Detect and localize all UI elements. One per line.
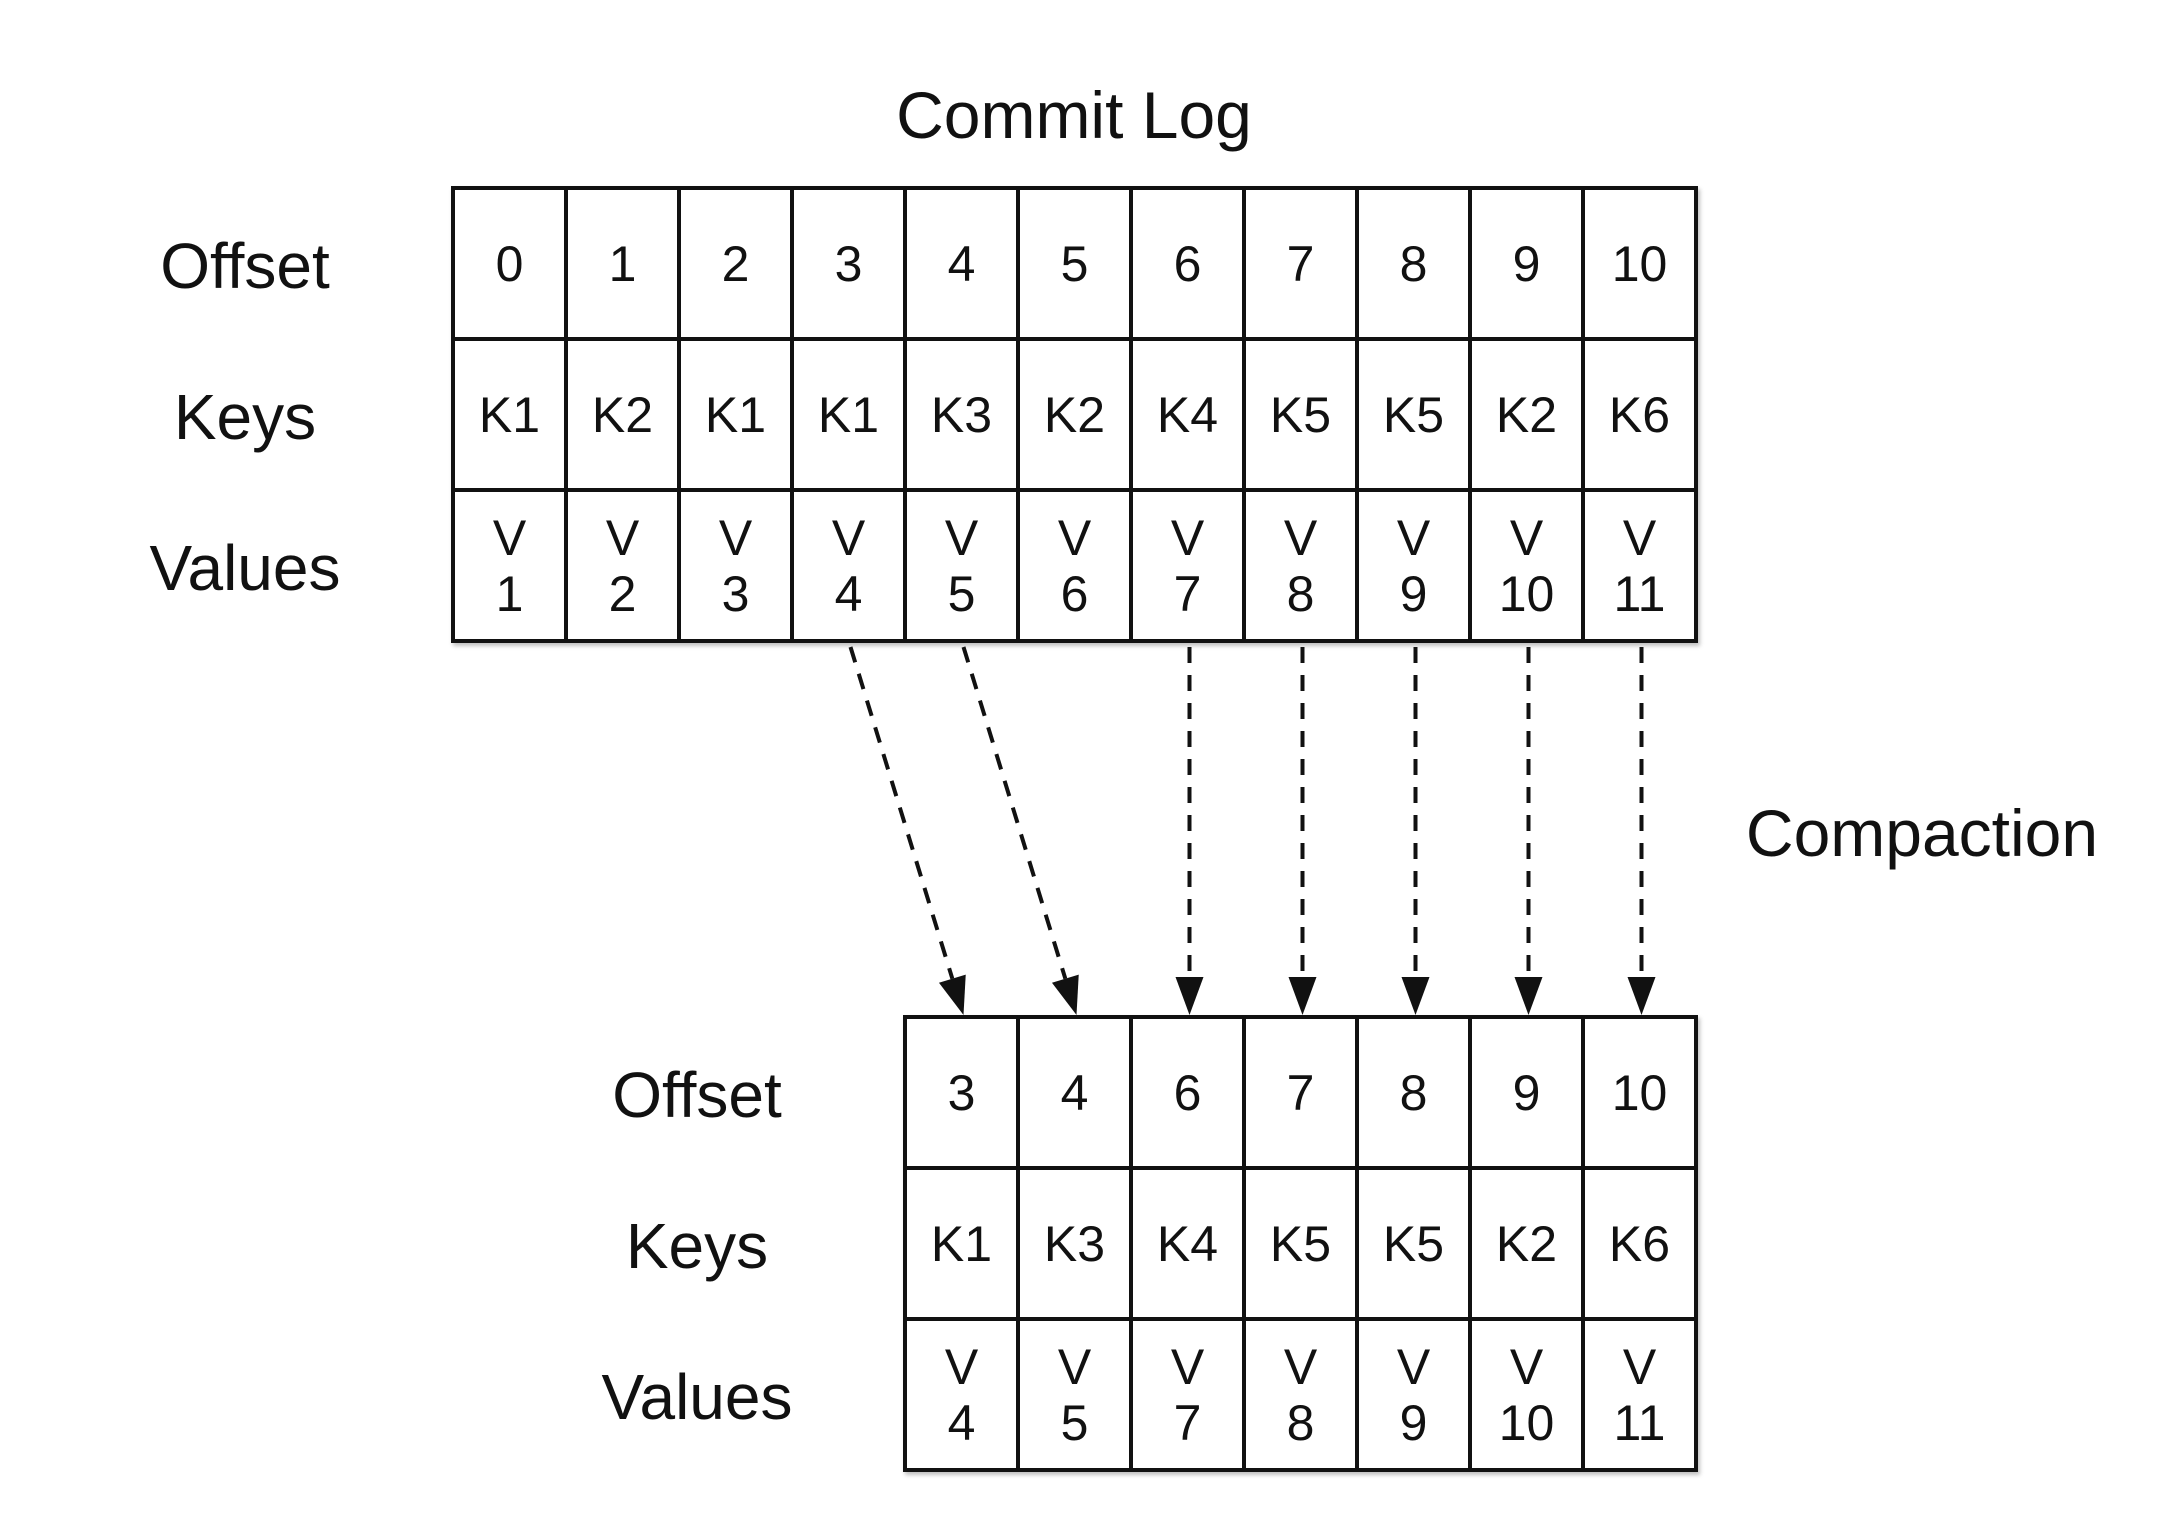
compacted-log-offset-text: 8 xyxy=(1399,1064,1428,1121)
commit-log-title: Commit Log xyxy=(896,78,1252,152)
compaction-arrow-head xyxy=(1515,977,1543,1015)
commit-log-value-text: V1 xyxy=(492,509,527,622)
compacted-log-offset-text: 9 xyxy=(1512,1064,1541,1121)
commit-log-offset-text: 9 xyxy=(1512,235,1541,292)
commit-log-value-text: V4 xyxy=(831,509,866,622)
commit-log-offset-text: 10 xyxy=(1611,235,1668,292)
compacted-log-value-text: V4 xyxy=(944,1338,979,1451)
commit-log-offset-text: 6 xyxy=(1173,235,1202,292)
compaction-arrow-head xyxy=(1176,977,1204,1015)
compacted-offset-label: Offset xyxy=(612,1059,782,1131)
commit-log-key-text: K5 xyxy=(1382,386,1445,443)
compacted-log-value-text: V10 xyxy=(1498,1338,1555,1451)
commit-log-key-text: K2 xyxy=(1495,386,1558,443)
commit-log-key-text: K1 xyxy=(817,386,880,443)
compacted-log-value-text: V7 xyxy=(1170,1338,1205,1451)
compacted-log-key-text: K5 xyxy=(1269,1215,1332,1272)
commit-log-value-text: V8 xyxy=(1283,509,1318,622)
commit-log-key-text: K2 xyxy=(1043,386,1106,443)
commit-log-offset-text: 4 xyxy=(947,235,976,292)
compacted-log-key-text: K6 xyxy=(1608,1215,1671,1272)
commit-log-keys-label: Keys xyxy=(173,381,317,453)
commit-log-values-label: Values xyxy=(149,532,341,604)
compacted-log-offset-text: 4 xyxy=(1060,1064,1089,1121)
compaction-arrow-head xyxy=(1289,977,1317,1015)
compacted-log-offset-text: 7 xyxy=(1286,1064,1315,1121)
commit-log-offset-text: 3 xyxy=(834,235,863,292)
compacted-log-key-text: K2 xyxy=(1495,1215,1558,1272)
commit-log-offset-text: 2 xyxy=(721,235,750,292)
compacted-log-value-text: V8 xyxy=(1283,1338,1318,1451)
compaction-arrow-line xyxy=(964,647,1066,979)
commit-log-key-text: K1 xyxy=(704,386,767,443)
commit-log-key-text: K5 xyxy=(1269,386,1332,443)
compacted-log-value-text: V5 xyxy=(1057,1338,1092,1451)
commit-log-key-text: K3 xyxy=(930,386,993,443)
commit-log-offset-text: 7 xyxy=(1286,235,1315,292)
compacted-log-key-text: K4 xyxy=(1156,1215,1219,1272)
compacted-log-key-text: K3 xyxy=(1043,1215,1106,1272)
commit-log-value-text: V11 xyxy=(1613,509,1666,622)
compacted-log-offset-text: 3 xyxy=(947,1064,976,1121)
compaction-arrow-line xyxy=(851,647,953,979)
compacted-log-value-text: V9 xyxy=(1396,1338,1431,1451)
compaction-arrow-head xyxy=(1402,977,1430,1015)
compacted-log-key-text: K5 xyxy=(1382,1215,1445,1272)
compacted-values-label: Values xyxy=(601,1361,793,1433)
compacted-log-offset-text: 6 xyxy=(1173,1064,1202,1121)
compaction-arrow-head xyxy=(1628,977,1656,1015)
compacted-log-value-text: V11 xyxy=(1613,1338,1666,1451)
commit-log-value-text: V2 xyxy=(605,509,640,622)
commit-log-offset-text: 1 xyxy=(608,235,637,292)
commit-log-offset-label: Offset xyxy=(160,230,330,302)
compaction-label: Compaction xyxy=(1745,796,2099,870)
compacted-log-offset-text: 10 xyxy=(1611,1064,1668,1121)
commit-log-offset-text: 0 xyxy=(495,235,524,292)
commit-log-value-text: V6 xyxy=(1057,509,1092,622)
commit-log-key-text: K6 xyxy=(1608,386,1671,443)
commit-log-offset-text: 8 xyxy=(1399,235,1428,292)
commit-log-value-text: V9 xyxy=(1396,509,1431,622)
commit-log-key-text: K2 xyxy=(591,386,654,443)
commit-log-value-text: V10 xyxy=(1498,509,1555,622)
commit-log-offset-text: 5 xyxy=(1060,235,1089,292)
compacted-keys-label: Keys xyxy=(625,1210,769,1282)
commit-log-value-text: V3 xyxy=(718,509,753,622)
compaction-arrow-head xyxy=(1052,975,1079,1015)
commit-log-key-text: K1 xyxy=(478,386,541,443)
compaction-arrow-head xyxy=(939,975,966,1015)
compacted-log-key-text: K1 xyxy=(930,1215,993,1272)
commit-log-key-text: K4 xyxy=(1156,386,1219,443)
commit-log-value-text: V5 xyxy=(944,509,979,622)
commit-log-value-text: V7 xyxy=(1170,509,1205,622)
